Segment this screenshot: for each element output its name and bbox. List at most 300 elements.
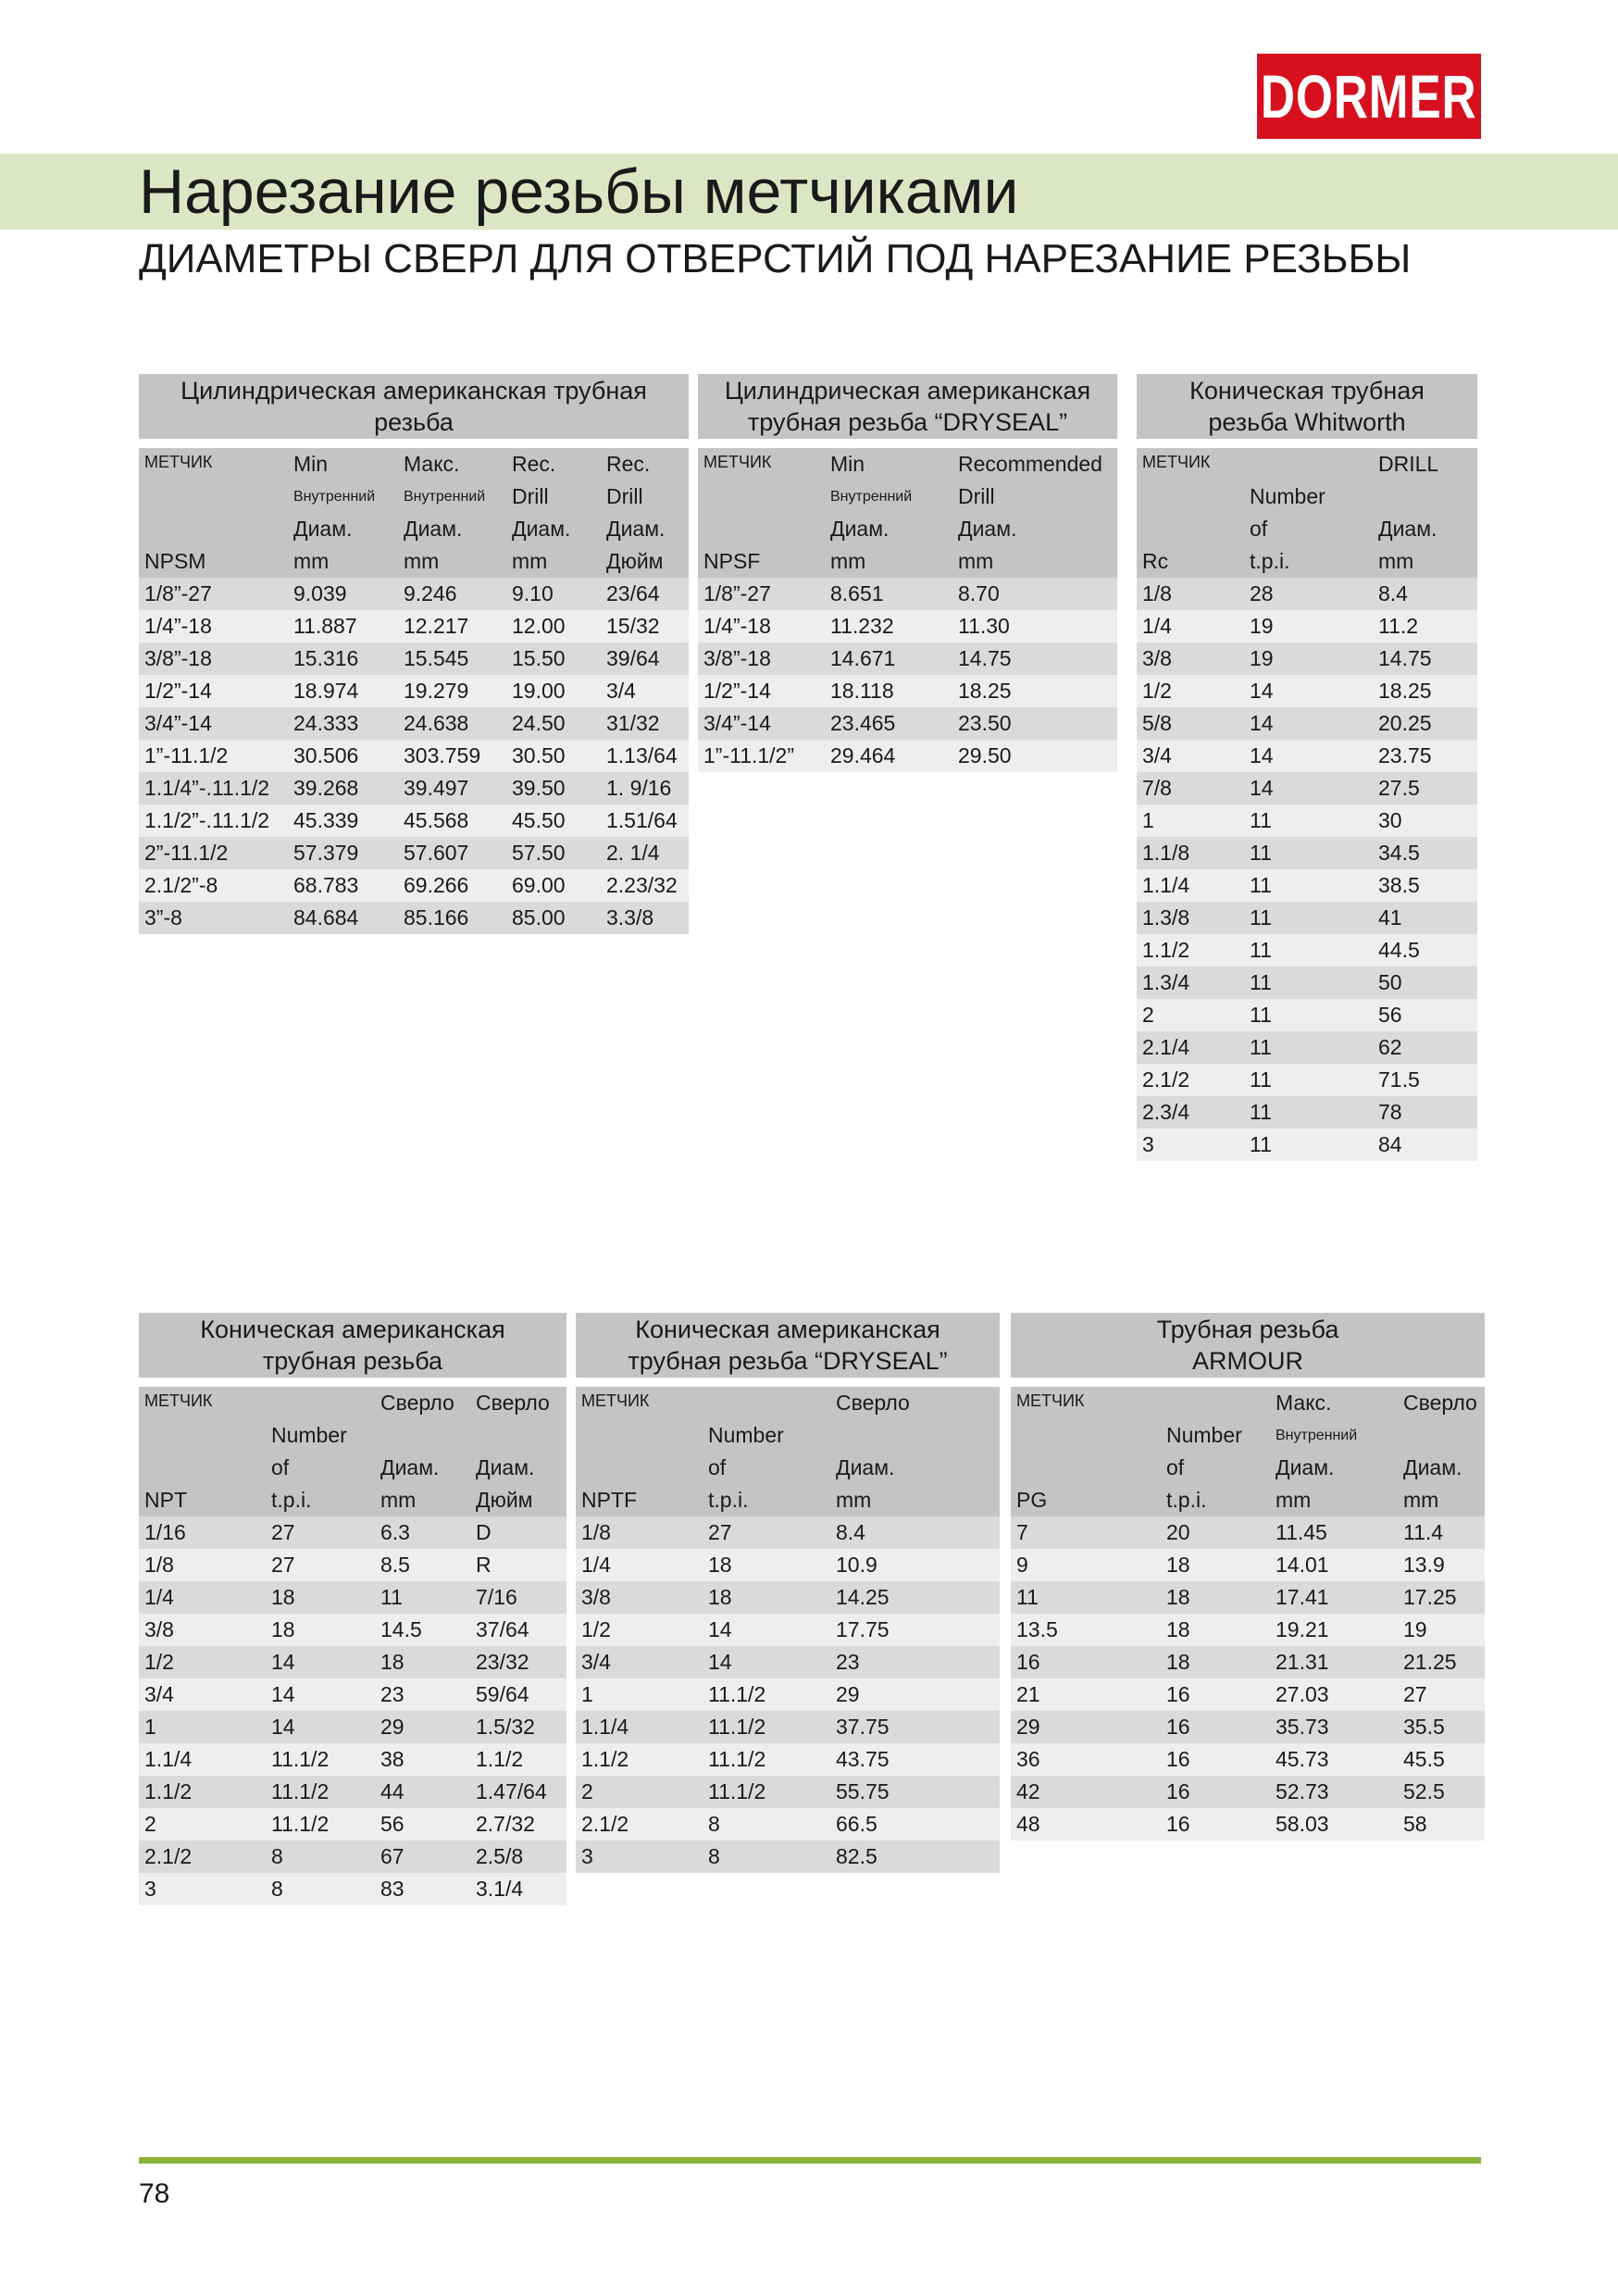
table-caption [1011,1313,1485,1378]
table-row [698,707,1117,740]
table-cell: 11 [1250,905,1272,930]
header-line: Диам. [293,517,353,541]
table-cell: 15/32 [606,614,660,638]
table-cell: 19 [1250,614,1274,638]
header-line [144,1452,187,1484]
table-cell: 14.75 [1378,646,1432,670]
table-cell: 2.1/4 [1142,1035,1190,1059]
header-line [1142,448,1168,480]
table-row [1137,675,1477,707]
header-line [581,1387,637,1419]
table-cell: 1 [581,1682,593,1706]
footer-rule [139,2157,1481,2164]
table-cell: 37.75 [836,1715,890,1739]
table-body [1011,1516,1485,1841]
table-cell: 11.30 [958,614,1010,638]
table-cell: 14.75 [958,646,1012,670]
header-line [1166,1387,1242,1419]
header-line [581,1419,637,1452]
table-row [1011,1743,1485,1776]
table-cell: 2.3/4 [1142,1100,1190,1124]
table-cell: 1.3/8 [1142,905,1190,930]
table-cell: 1.1/2 [581,1747,629,1771]
table-cell: 11.1/2 [271,1747,330,1771]
table-cell: 56 [1378,1003,1402,1027]
table-cell: 78 [1378,1100,1402,1124]
header-column [1403,1387,1477,1516]
caption-line: трубная резьба “DRYSEAL” [747,408,1068,436]
table-cell: 35.73 [1276,1715,1329,1739]
table-cell: 11.1/2 [271,1812,330,1836]
table-cell: 21 [1016,1682,1040,1706]
table-cell: 23.465 [830,711,896,735]
table-row [1011,1808,1485,1841]
table-cell: 37/64 [476,1617,529,1641]
header-line: of [271,1455,290,1479]
header-line: DRILL [1378,452,1439,476]
header-line [144,448,205,480]
table-cell: 1.1/2”-.11.1/2 [144,808,270,832]
table-cell: 56 [380,1812,404,1836]
table-row [139,643,689,675]
table-cell: 3/4 [606,679,636,703]
table-caption [698,374,1117,439]
table-cell: 9 [1016,1553,1028,1577]
table-cell: 59/64 [476,1682,529,1706]
table-cell: 15.316 [293,646,359,670]
table-cell: 29.464 [830,743,896,767]
table-cell: 1”-11.1/2” [703,743,795,767]
table-cell: 27.03 [1276,1682,1329,1706]
header-line: t.p.i. [1250,549,1290,573]
table-row [1011,1614,1485,1646]
table-cell: 3/8 [144,1617,174,1641]
table-cell: 2. 1/4 [606,841,660,865]
table-cell: 38 [380,1747,404,1771]
table-cell: 1/8 [581,1520,611,1544]
table-row [576,1678,1000,1711]
table-cell: 16 [1166,1779,1190,1803]
table-cell: 19 [1250,646,1274,670]
table-row [139,1841,566,1873]
table-cell: 1.1/2 [144,1779,193,1803]
table-cell: 39.268 [293,776,359,800]
header-line [703,448,760,480]
header-line: Диам. [404,517,463,541]
table-cell: 18.974 [293,679,359,703]
table-row [1137,643,1477,675]
table-row [1137,1031,1477,1064]
table-header [139,1387,566,1516]
table-row [1011,1776,1485,1808]
table-cell: 3.1/4 [476,1877,524,1901]
table-cell: 18 [708,1585,732,1609]
header-column [708,1387,784,1516]
table-cell: 8 [271,1844,283,1868]
table-cell: 85.00 [512,905,566,930]
header-line: mm [512,549,548,573]
header-line: t.p.i. [1166,1488,1207,1512]
header-line: Drill [606,484,643,508]
table-cell: 23.75 [1378,743,1432,767]
table-cell: 27 [271,1553,295,1577]
caption-line: Коническая американская [635,1316,940,1343]
table-caption [1137,374,1477,439]
table-cell: 11 [1250,808,1272,832]
table-cell: 45.73 [1276,1747,1329,1771]
table-cell: 29 [380,1715,404,1739]
table-cell: 1.1/4 [144,1747,193,1771]
table-cell: 69.266 [404,873,469,897]
table-cell: 2”-11.1/2 [144,841,229,865]
table-row [139,675,689,707]
caption-line: Трубная резьба [1156,1316,1339,1343]
table-cell: 16 [1166,1747,1190,1771]
table-cell: 2 [581,1779,593,1803]
table-cell: 11 [1250,873,1272,897]
table-cell: 1/4”-18 [144,614,212,638]
table-cell: 14 [1250,711,1274,735]
table-cell: 21.25 [1403,1650,1457,1674]
table-cell: 68.783 [293,873,359,897]
table-row [139,578,689,610]
table-row [698,610,1117,643]
header-column [380,1387,454,1516]
table-cell: 45.568 [404,808,469,832]
table-row [139,1873,566,1905]
table-cell: 18 [1166,1553,1190,1577]
table-caption [139,374,689,439]
header-line [144,1419,187,1452]
table-cell: 9.10 [512,581,554,605]
table-cell: 48 [1016,1812,1040,1836]
table-row [1137,1129,1477,1161]
table-row [1137,837,1477,869]
table-cell: 7/16 [476,1585,517,1609]
table-cell: 16 [1166,1682,1190,1706]
table-cell: 27.5 [1378,776,1420,800]
table-cell: 11 [1250,1100,1272,1124]
header-line: t.p.i. [271,1488,312,1512]
table-cell: 23/32 [476,1650,529,1674]
table-cell: 18.118 [830,679,894,703]
header-column [1016,1387,1047,1516]
table-npsm [139,374,689,934]
table-cell: 20.25 [1378,711,1432,735]
table-cell: 1 [144,1715,156,1739]
header-line: Сверло [1403,1391,1477,1415]
table-cell: 10.9 [836,1553,877,1577]
table-cell: 11.887 [293,614,357,638]
header-column [293,448,375,578]
table-cell: 45.339 [293,808,359,832]
table-cell: 1”-11.1/2 [144,743,229,767]
header-line: mm [404,549,440,573]
header-line [1016,1387,1047,1419]
table-cell: 14 [271,1682,295,1706]
table-cell: 1/4 [144,1585,174,1609]
table-cell: 57.50 [512,841,566,865]
table-cell: 3/4 [144,1682,174,1706]
caption-line: трубная резьба [262,1347,443,1375]
header-line: Диам. [958,517,1017,541]
table-cell: 38.5 [1378,873,1420,897]
table-cell: 1 [1142,808,1154,832]
header-line: NPTF [581,1488,638,1512]
table-cell: 1/2 [144,1650,174,1674]
table-cell: 30.50 [512,743,566,767]
table-whitworth-rc [1137,374,1477,1161]
table-cell: 8.651 [830,581,884,605]
table-cell: 3/4 [581,1650,611,1674]
table-row [139,902,689,934]
caption-line: Коническая американская [200,1316,505,1343]
table-cell: 30.506 [293,743,359,767]
page-subtitle: ДИАМЕТРЫ СВЕРЛ ДЛЯ ОТВЕРСТИЙ ПОД НАРЕЗАНИЕ РЕЗЬБЫ [139,236,1412,281]
table-cell: 2.23/32 [606,873,678,897]
table-row [139,610,689,643]
table-cell: 11.1/2 [708,1747,766,1771]
header-line: Rc [1142,549,1169,573]
table-cell: 12.217 [404,614,469,638]
table-cell: 14 [271,1650,295,1674]
table-cell: 42 [1016,1779,1040,1803]
table-cell: 5/8 [1142,711,1172,735]
table-row [1011,1581,1485,1614]
table-cell: 67 [380,1844,404,1868]
header-line: mm [1378,549,1414,573]
table-cell: 14 [1250,679,1274,703]
header-line: mm [380,1488,417,1512]
table-cell: 3.3/8 [606,905,654,930]
table-caption [139,1313,566,1378]
table-cell: 15.545 [404,646,469,670]
table-cell: 11.1/2 [708,1779,766,1803]
table-cell: 23 [380,1682,404,1706]
header-line: Диам. [830,517,890,541]
header-line: Диам. [512,517,571,541]
header-corner-label: МЕТЧИК [1016,1391,1085,1410]
header-line [1016,1419,1047,1452]
header-line: Диам. [1276,1455,1335,1479]
table-cell: 1/2”-14 [144,679,212,703]
table-cell: 34.5 [1378,841,1420,865]
caption-line: Цилиндрическая американская [724,377,1091,405]
table-cell: 14 [1250,776,1274,800]
table-header [1011,1387,1485,1516]
table-cell: 23/64 [606,581,660,605]
table-cell: 11.1/2 [271,1779,330,1803]
table-cell: 16 [1166,1715,1190,1739]
table-cell: 2.1/2 [581,1812,629,1836]
table-cell: 18 [1166,1585,1190,1609]
table-cell: 66.5 [836,1812,877,1836]
table-cell: 14.25 [836,1585,890,1609]
header-line: Внутренний [1276,1428,1358,1443]
table-cell: 39.497 [404,776,469,800]
table-row [139,1516,566,1549]
table-row [576,1516,1000,1549]
table-cell: 84.684 [293,905,359,930]
header-column [476,1387,550,1516]
header-corner-label: МЕТЧИК [144,453,213,471]
table-cell: 13.5 [1016,1617,1058,1641]
table-row [576,1581,1000,1614]
table-npt [139,1313,566,1905]
table-cell: 11 [1250,1132,1272,1156]
table-cell: 1.1/2 [1142,938,1190,962]
table-cell: 85.166 [404,905,469,930]
table-cell: 1.5/32 [476,1715,535,1739]
table-cell: 14.671 [830,646,896,670]
table-cell: 71.5 [1378,1067,1420,1092]
table-cell: 1.1/4 [1142,873,1190,897]
table-body [1137,578,1477,1161]
table-row [139,1646,566,1678]
header-column [1378,448,1438,578]
table-cell: 18 [380,1650,404,1674]
table-row [139,869,689,902]
header-column [1250,448,1326,578]
header-line: Number [271,1423,347,1447]
table-cell: 14 [271,1715,295,1739]
table-cell: 303.759 [404,743,481,767]
table-cell: 18.25 [1378,679,1432,703]
table-row [139,740,689,772]
table-armour-pg [1011,1313,1485,1841]
header-line: Диам. [1403,1455,1462,1479]
table-cell: 8.4 [1378,581,1408,605]
table-cell: 11.232 [830,614,894,638]
table-row [576,1646,1000,1678]
table-cell: 30 [1378,808,1402,832]
table-cell: 28 [1250,581,1274,605]
header-line: Диам. [606,517,666,541]
header-line: Дюйм [476,1488,533,1512]
header-corner-label: МЕТЧИК [144,1391,213,1410]
table-cell: 82.5 [836,1844,877,1868]
header-line [703,480,760,513]
table-cell: 7/8 [1142,776,1172,800]
header-line: Rec. [512,452,556,476]
table-cell: 11 [1250,938,1272,962]
header-line: NPT [144,1488,187,1512]
header-line [1250,448,1326,480]
table-cell: 1/2 [1142,679,1172,703]
table-cell: 14.01 [1276,1553,1329,1577]
table-cell: 35.5 [1403,1715,1445,1739]
table-nptf-dryseal [576,1313,1000,1873]
header-line: Диам. [836,1455,895,1479]
page-title: Нарезание резьбы метчиками [139,156,1019,227]
table-row [1011,1711,1485,1743]
table-cell: 11 [1250,1067,1272,1092]
table-cell: 11.1/2 [708,1682,766,1706]
table-cell: 29 [836,1682,860,1706]
table-cell: 13.9 [1403,1553,1445,1577]
table-cell: 1.47/64 [476,1779,547,1803]
header-line: Внутренний [293,489,376,505]
header-line: Drill [512,484,549,508]
table-cell: 19.279 [404,679,469,703]
table-cell: 31/32 [606,711,660,735]
table-row [1137,1064,1477,1096]
table-body [698,578,1117,772]
table-cell: 45.50 [512,808,566,832]
logo-text: DORMER [1261,62,1477,131]
table-cell: 8 [271,1877,283,1901]
table-cell: 1/4”-18 [703,614,771,638]
table-cell: 12.00 [512,614,566,638]
table-cell: 6.3 [380,1520,410,1544]
table-cell: 1/16 [144,1520,186,1544]
header-column [958,448,1102,578]
table-cell: 11 [1250,970,1272,994]
table-cell: 1.1/2 [476,1747,524,1771]
header-line [271,1387,347,1419]
table-header [698,448,1117,578]
table-row [698,578,1117,610]
table-cell: 8.70 [958,581,1000,605]
table-cell: 17.41 [1276,1585,1329,1609]
table-cell: 23.50 [958,711,1012,735]
table-row [1137,967,1477,999]
table-row [698,740,1117,772]
table-row [576,1808,1000,1841]
table-cell: 8.5 [380,1553,410,1577]
header-line [144,513,205,545]
table-cell: 18 [1166,1650,1190,1674]
table-row [139,805,689,837]
table-cell: 1/2 [581,1617,611,1641]
table-cell: 21.31 [1276,1650,1329,1674]
table-cell: 1.3/4 [1142,970,1190,994]
header-line: Макс. [1276,1391,1332,1415]
table-cell: 3/4 [1142,743,1172,767]
table-cell: 44.5 [1378,938,1420,962]
table-cell: 3/8”-18 [144,646,212,670]
table-cell: 2.1/2 [1142,1067,1190,1092]
table-cell: 16 [1016,1650,1040,1674]
table-cell: 17.75 [836,1617,890,1641]
table-row [576,1711,1000,1743]
table-cell: 24.50 [512,711,566,735]
table-cell: 57.379 [293,841,359,865]
header-column [1142,448,1168,578]
header-line: Rec. [606,452,651,476]
table-row [576,1549,1000,1581]
table-caption [576,1313,1000,1378]
table-row [576,1614,1000,1646]
table-row [139,1776,566,1808]
table-cell: 11.4 [1403,1520,1444,1544]
table-row [139,1711,566,1743]
table-cell: 18 [271,1617,295,1641]
table-cell: 19.21 [1276,1617,1329,1641]
caption-line: трубная резьба “DRYSEAL” [628,1347,948,1375]
header-line [1142,513,1168,545]
header-line [1378,480,1438,513]
table-body [576,1516,1000,1873]
table-cell: 3/8 [581,1585,611,1609]
table-cell: 18 [1166,1617,1190,1641]
table-row [576,1776,1000,1808]
table-cell: 1/4 [581,1553,611,1577]
header-line: Диам. [1378,517,1438,541]
table-cell: 62 [1378,1035,1402,1059]
table-row [1137,902,1477,934]
table-cell: 55.75 [836,1779,890,1803]
